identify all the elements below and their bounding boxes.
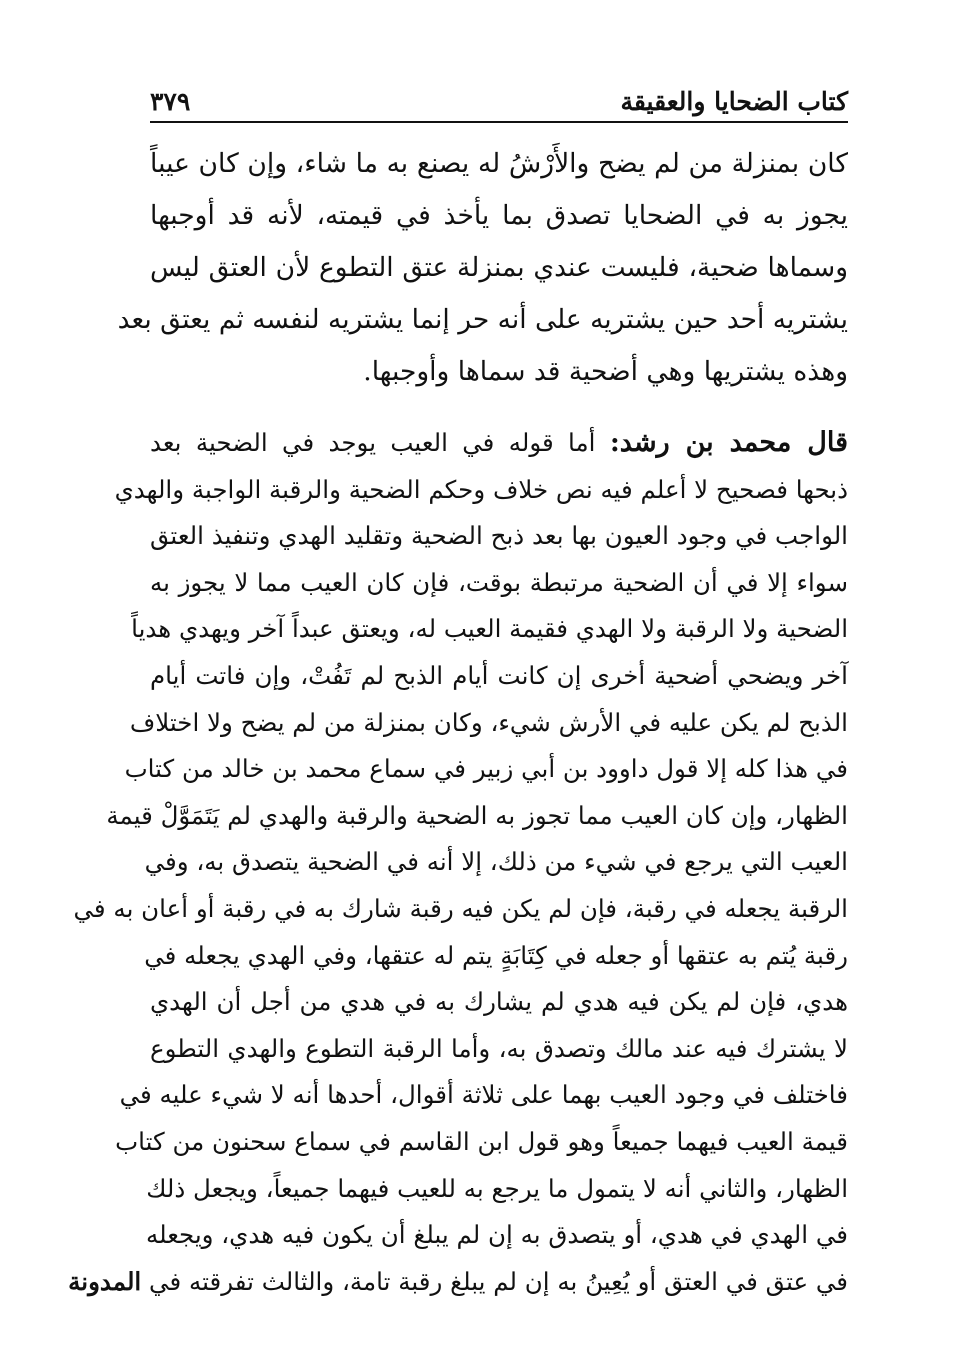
running-head [150, 70, 848, 116]
text-line: آخر ويضحي أضحية أخرى إن كانت أيام الذبح لم تَفُتْ، وإن فاتت أيام [150, 660, 848, 690]
text-line: الذبح لم يكن عليه في الأرش شيء، وكان بمنزلة من لم يضح ولا اختلاف [129, 707, 848, 737]
text-line: يشتريه أحد حين يشتريه على أنه حر إنما يشتريه لنفسه ثم يعتق بعد [117, 304, 848, 335]
text-run: في عتق في العتق أو يُعِينُ به إن لم يبلغ رقبة تامة، والثالث تفرقته في [149, 1266, 848, 1296]
text-line: الواجب في وجود العيون بها بعد ذبح الضحية وتقليد الهدي وتنفيذ العتق [150, 521, 848, 551]
paragraph-1 [117, 138, 848, 398]
text-line: في الهدي في هدي، أو يتصدق به إن لم يبلغ أن يكون فيه هدي، ويجعله [145, 1220, 848, 1250]
text-line: يجوز به في الضحايا تصدق بما يأخذ في قيمته، لأنه قد أوجبها [150, 200, 848, 231]
text-line: الضحية ولا الرقبة ولا الهدي فقيمة العيب له، ويعتق عبداً آخر ويهدي هدياً [131, 614, 848, 644]
text-line: رقبة يُتم به عتقها أو جعله في كِتَابَةٍ يتم له عتقها، وفي الهدي يجعله في [144, 940, 848, 970]
text-line: الرقبة يجعله في رقبة، فإن لم يكن فيه رقبة شارك به في رقبة أو أعان به في [73, 893, 848, 923]
text-line: الظهار، وإن كان العيب مما تجوز به الضحية والرقبة والهدي لم يَتَمَوَّلْ قيمة [106, 800, 848, 830]
header-rule [150, 121, 848, 123]
text-line: كان بمنزلة من لم يضح والأَرْشُ له يصنع به ما شاء، وإن كان عيباً [150, 148, 848, 179]
speaker-name: قال محمد بن رشد: [609, 427, 848, 458]
page-number: ٣٧٩ [150, 87, 191, 116]
text-line: وهذه يشتريها وهي أضحية قد سماها وأوجبها. [363, 356, 848, 387]
text-run: أما قوله في العيب يوجد في الضحية بعد [150, 428, 596, 457]
bold-term: المدونة [68, 1266, 142, 1296]
text-line: في هذا كله إلا قول داوود بن أبي زبير في سماع محمد بن خالد من كتاب [124, 754, 848, 784]
paragraph-2 [68, 420, 848, 1305]
text-line: وسماها ضحية، فليست عندي بمنزلة عتق التطوع لأن العتق ليس [150, 252, 848, 283]
text-line: العيب التي يرجع في شيء من ذلك، إلا أنه في الضحية يتصدق به، وفي [144, 847, 848, 877]
text-line: قيمة العيب فيهما جميعاً وهو قول ابن القاسم في سماع سحنون من كتاب [115, 1126, 848, 1156]
text-line-last [68, 1259, 848, 1306]
text-line: سواء إلا في أن الضحية مرتبطة بوقت، فإن كان العيب مما لا يجوز به [150, 567, 848, 597]
book-title: كتاب الضحايا والعقيقة [620, 87, 848, 116]
text-line: ذبحها فصحيح لا أعلم فيه نص خلاف وحكم الضحية والرقبة الواجبة والهدي [114, 474, 848, 504]
text-line: الظهار، والثاني أنه لا يتمول ما يرجع به للعيب فيهما جميعاً، ويجعل ذلك [146, 1173, 848, 1203]
text-line: لا يشترك فيه عند مالك وتصدق به، وأما الرقبة التطوع والهدي التطوع [150, 1033, 848, 1063]
text-line: هدي، فإن لم يكن فيه هدي لم يشارك به في هدي من أجل أن الهدي [150, 987, 848, 1017]
text-line: فاختلف في وجود العيب بهما على ثلاثة أقوال، أحدها أنه لا شيء عليه في [119, 1080, 848, 1110]
text-line-with-speaker [150, 420, 848, 467]
